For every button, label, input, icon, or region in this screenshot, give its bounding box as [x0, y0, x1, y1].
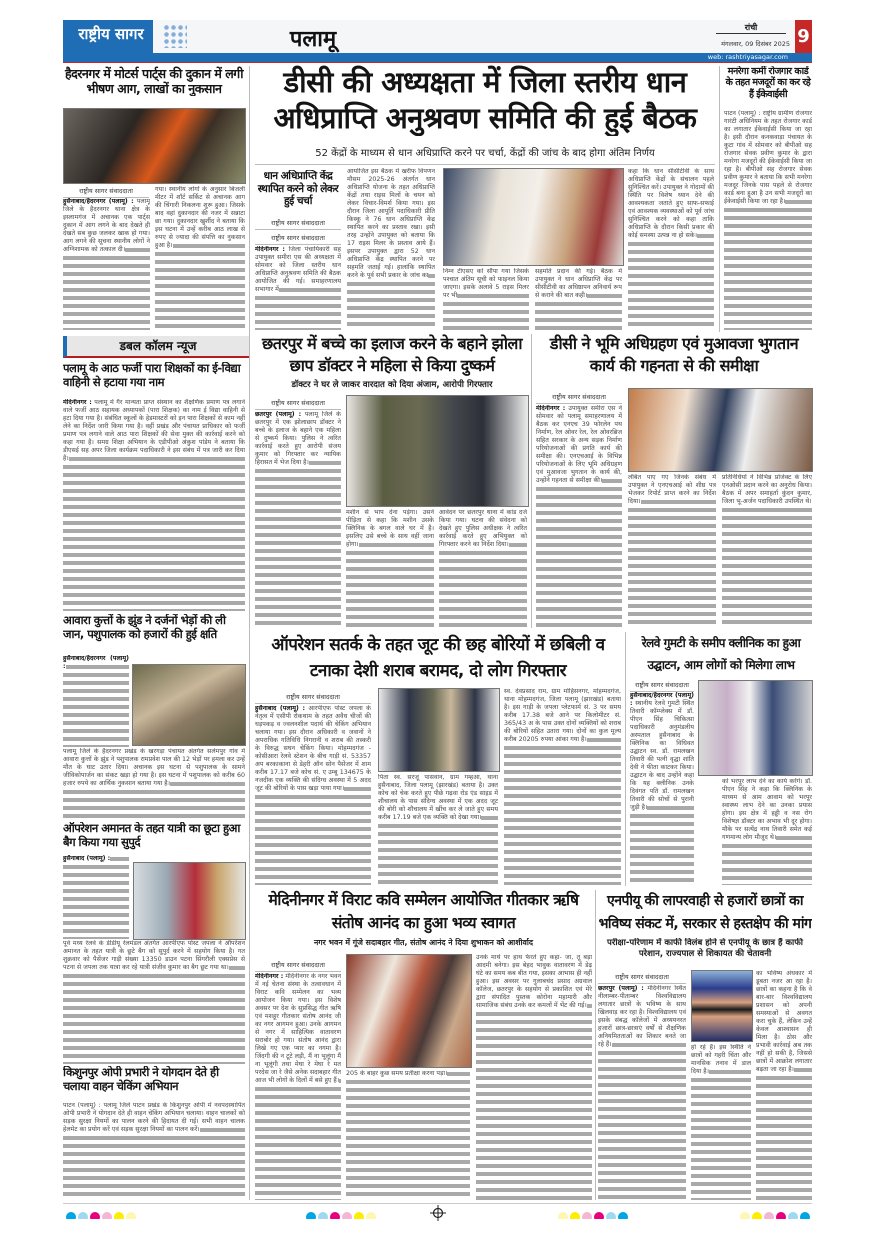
dogs-headline: आवारा कुत्तों के झुंड ने दर्जनों भेड़ों की ली जान, पशुपालक को हजारों की हुई क्षति	[63, 614, 226, 641]
amanat-headline: ऑपरेशन अमानत के तहत यात्री का छूटा हुआ बैग किया गया सुपुर्द	[63, 822, 240, 849]
land-headline: डीसी ने भूमि अधिग्रहण एवं मुआवजा भुगतान कार्य की गहनता से की समीक्षा	[549, 334, 799, 375]
masthead	[63, 20, 812, 63]
byline: राष्ट्रीय सागर संवाददाता	[63, 186, 149, 198]
bag-handover-photo	[133, 862, 246, 940]
web-strip	[63, 53, 812, 63]
npu-body-3: का भविष्य अंधकार में डूबता नजर आ रहा है। छात्रों का कहना है कि वे बार-बार विश्वविद्यालय प्रशासन को अपनी समस्याओं से अवगत करा चुके हैं, लेकिन उन्हें केवल आश्वासन ही मिला है। ठोस और प्रभावी कार्रवाई अब तक नहीं हो सकी है, जिससे छात्रों में आक्रोश लगातार बढ़ता जा रहा है।	[756, 970, 812, 1200]
clinic-inauguration-photo	[698, 680, 813, 776]
meeting-photo	[443, 168, 624, 266]
amanat-body: हुसैनाबाद (पलामू) :	[63, 855, 129, 939]
satark-body-1: हुसैनाबाद (पलामू) : आरपीएफ पोस्ट जपला के नेतृत्व में एसीपी रोकथाम के तहत अवैध चीजों की धड़पकड़ व ज्वलनशील पदार्थ की चेकिंग अभियान चलाया गया। इस दौरान अधिकारी व जवानों ने अपराधिक गतिविधि निगरानी व शराब की तस्करी के विरुद्ध सघन चेकिंग किया। मोहम्मदगंज - कोसीआरा रेलवे स्टेशन के बीच गाड़ी सं. 53357 अप बरकाकाना से डेहरी ऑन सोन पैसेंजर में शाम करीब 17.17 बजे कोच सं. ए उम्बू 134675 के नजदीक एक व्यक्ति की संदिग्ध अवस्था में 5 अदद जूट की बोरियों के पास खड़ा पाया गया।	[255, 705, 371, 885]
chhatarpur-body-1: छतरपुर (पलामू) : पलामू जिले के छतरपुर में एक झोलाछाप डॉक्टर ने बच्चे के इलाज के बहाने एक महिला से दुष्कर्म किया। पुलिस ने त्वरित कार्रवाई करते हुए आरोपी संजय कुमार को गिरफ्तार कर न्यायिक हिरासत में भेज दिया है।	[255, 411, 341, 628]
chhatarpur-headline: छतरपुर में बच्चे का इलाज करने के बहाने झोला छाप डॉक्टर ने महिला से किया दुष्कर्म	[261, 334, 522, 375]
divider	[255, 164, 715, 165]
crosshair-icon	[430, 1205, 446, 1221]
section-bar-label: डबल कॉलम न्यूज	[119, 339, 197, 353]
section-title: पलामू	[289, 27, 337, 52]
main-side-head: धान अधिप्राप्ति केंद्र स्थापित करने को लेकर हुई चर्चा	[257, 170, 339, 208]
chhatarpur-body-3: आवेदन पर छतरपुर थाना में कांड दर्ज किया गया। घटना की संवेदना को देखते हुए पुलिस अधीक्षक ने त्वरित कार्रवाई करते हुए अभियुक्त को गिरफ्तार करने का निर्देश दिया।	[439, 509, 527, 628]
main-body-3: निम्न टीएसए को सौंपा गया जिसके पश्चात अंतिम सूची को फाइनल किया जाएगा। इसके अलावे 5 राइस मिलर पर भी	[443, 268, 529, 330]
dogs-body: हुसैनाबाद/हैदरनगर (पलामू) :	[63, 655, 129, 747]
land-body-3: प्रतिनिधियों ने विभिन्न प्रोजेक्ट के लिए एनओसी प्रदान करने का अनुरोध किया। बैठक में अपर समाहर्ता कुंदन कुमार, जिला भू-अर्जन पदाधिकारी उपस्थित थे।	[722, 474, 812, 628]
sheep-photo	[132, 664, 246, 746]
byline: राष्ट्रीय सागर संवाददाता	[536, 392, 622, 404]
fire-body: हुसैनाबाद/हैदरनगर (पलामू) : पलामू जिले के हैदरनगर थाना क्षेत्र के इस्लामगंज में अचानक एक पार्ट्स दुकान में आग लगने के बाद देखते ही देखते सब कुछ जलकर खाक हो गया। आग लगने की सूचना स्थानीय लोगों ने अग्निशामक को तत्काल दी।	[63, 198, 150, 330]
land-body-2: लंबित पाए गए जिनके संबंध में उपायुक्त ने एनएचआई को शीघ्र पत्र भेजकर रिपोर्ट प्राप्त करने का निर्देश दिया।	[628, 474, 716, 628]
satark-headline: ऑपरेशन सतर्क के तहत जूट की छह बोरियों में छबिली व टनाका देशी शराब बरामद, दो लोग गिरफ्तार	[271, 635, 605, 681]
student-leader-photo	[691, 970, 753, 1042]
chhatarpur-body-2: मशीन से भाप देना पड़ेगा। उसने पीड़िता से कहा कि मशीन उसके क्लिनिक के बगल वाले घर में है। इसलिए उसे बच्चे के साथ वहीं जाना होगा।	[346, 509, 434, 628]
column-rule	[249, 66, 250, 1200]
kavi-body-2: उनके माथे पर हाथ फेरते हुए कहा- जा, तू बड़ा आदमी बनेगा। इस बेहद भावुक वातावरण में डेढ़ घंटे का समय कब बीत गया, इसका आभास ही नहीं हुआ। इस अवसर पर गुलाबचंद प्रसाद अग्रवाल कॉलेज, छतरपुर के सहयोग से प्रकाशित एवं मेरे द्वारा संपादित पुस्तक कोरोना महामारी और सामाजिक संबंध उनके कर कमलों में भेंट की गई।	[476, 954, 592, 1200]
website-url: web: rashtriyasagar.com	[707, 53, 788, 61]
page-number: 9	[795, 20, 812, 53]
poet-photo	[346, 954, 472, 1068]
kavi-subhead: नगर भवन में गूंजे सदाबहार गीत, संतोष आनंद ने दिया शुभाकन को आशीर्वाद	[313, 938, 534, 947]
land-body-1: मेदिनीनगर : उपायुक्त समीरा एस ने सोमवार को पलामू समाहरणालय में बैठक कर एनएच 39 फोरलेन पथ निर्माण, रेल ओवर रेल, रेल ओवरब्रिज सहित सरकार के अन्य सड़क निर्माण परियोजनाओं की प्रगति कार्य की समीक्षा की। एनएचआई के विभिन्न परियोजनाओं के लिए भूमि अधिग्रहण एवं मुआवजा भुगतान के कार्य की, उन्होंने गहनता से समीक्षा की।	[536, 405, 622, 628]
byline: राष्ट्रीय सागर संवाददाता	[255, 692, 371, 704]
fire-headline: हैदरनगर में मोटर्स पार्ट्स की दुकान में लगी भीषण आग, लाखों का नुकसान	[65, 66, 243, 96]
main-body-2: आयोजित इस बैठक में खरीफ विपणन मौसम 2025-26 अंतर्गत धान अधिप्राप्ति योजना के तहत अधिप्राप्ति केंद्रों तथा राइस मिलों के चयन को लेकर विचार-विमर्श किया गया। इस दौरान जिला आपूर्ति पदाधिकारी प्रीति किस्कू ने 76 धान अधिप्राप्ति केंद्र स्थापित करने का प्रस्ताव रखा। इसी तरह उन्होंने उपायुक्त को बताया कि 17 राइस मिलर के प्रस्ताव आये हैं। इसपर उपायुक्त द्वारा 52 धान अधिप्राप्ति केंद्र स्थापित करने पर सहमति जताई गई। हालांकि स्थापित करने के पूर्व सभी प्रकार के जांच का	[347, 168, 435, 330]
double-column-bar	[63, 336, 249, 358]
main-headline: डीसी की अध्यक्षता में जिला स्तरीय धान अधिप्राप्ति अनुश्रवण समिति की हुई बैठक	[273, 65, 697, 135]
dogs-body-2: पलामू जिले के हैदरनगर प्रखंड के खरगड़ा पंचायत अंतर्गत सलेमपुर गांव में आवारा कुत्तों के झुंड ने पशुपालक रामप्रवेश पाल की 12 भेड़ों पर हमला कर उन्हें मौत के घाट उतार दिया। अचानक इस घटना से पशुपालक के सामने जीविकोपार्जन का संकट खड़ा हो गया है। इस घटना में पशुपालक को करीब 60 हजार रुपये का आर्थिक नुकसान बताया गया है।	[63, 748, 245, 818]
byline: राष्ट्रीय सागर संवाददाता	[598, 972, 686, 984]
mnrega-headline: मनरेगा कर्मी रोजगार कार्ड के तहत मजदूरों का कर रहे हैं ईकेवाईसी	[725, 66, 811, 100]
byline: राष्ट्रीय सागर संवाददाता	[255, 398, 341, 410]
para-body: मेदिनीनगर : पलामू में गैर मान्यता प्राप्त संस्थान का शैक्षणिक प्रमाण पत्र लगाने वाले फर्जी आठ सहायक अध्यापकों (पारा शिक्षक) का नाम ई विद्या वाहिनी से हटा दिया गया है। संबंधित स्कूलों के हेडमास्टरों को इन पारा शिक्षकों से काम नहीं लेने का निर्देश जारी किया गया है। वहीं प्रखंड और पंचायत प्राधिकार को फर्जी प्रमाण पत्र लगाने वाले आठ पारा शिक्षकों की सेवा मुक्त की कार्रवाई करने को कहा गया है। समग्र शिक्षा अभियान के एडीपीओ अंकुश पांडेय ने बताया कि डीएसई सह अपर जिला कार्यक्रम पदाधिकारी ने इस संबंध में पत्र जारी कर दिया है।	[63, 399, 245, 611]
fire-body-2: गया। स्थानीय लोगों के अनुसार बिजली मीटर में शॉर्ट सर्किट से अचानक आग की चिंगारी निकलना शुरू हुआ। जिसके बाद वहां दुकानदार की नजर में सन्नाटा छा गया। दुकानदार खुर्शीद ने बताया कि इस घटना में उन्हें करीब आठ लाख से रुपए से ज्यादा की संपत्ति का नुकसान हुआ है।	[155, 186, 245, 330]
byline: राष्ट्रीय सागर संवाददाता	[255, 960, 341, 972]
byline: राष्ट्रीय सागर संवाददाता	[630, 680, 694, 692]
clinic-body-1: हुसैनाबाद/हैदरनगर (पलामू) : स्थानीय रेलवे गुमटी स्थित तिवारी कॉम्प्लेक्स में डॉ. पीएन सिंह चिकित्सा पदाधिकारी अनुमंडलीय अस्पताल हुसैनाबाद के क्लिनिक का विधिवत उद्घाटन स्व. डॉ. रामलखन तिवारी की पत्नी वृद्धा शांति देवी ने फीता काटकर किया। उद्घाटन के बाद उन्होंने कहा कि यह क्लीनिक उनके दिवंगत पति डॉ. रामलखन तिवारी की सोचों से पुरानी जुड़ी है।	[630, 692, 694, 885]
byline: राष्ट्रीय सागर संवाददाता	[255, 218, 341, 230]
para-headline: पलामू के आठ फर्जी पारा शिक्षकों का ई-विद्या वाहिनी से हटाया गया नाम	[63, 362, 241, 389]
clinic-headline: रेलवे गुमटी के समीप क्लीनिक का हुआ उद्घाटन, आम लोगों को मिलेगा लाभ	[641, 636, 801, 672]
kishunpur-body: पाटन (पलामू) : पलामू जिले पाटन प्रखंड के किशुनपुर ओपी में नवपदस्थापित ओपी प्रभारी ने योगदान देते ही वाहन चेकिंग अभियान चलाया। वाहन चालकों को सड़क सुरक्षा नियमों का पालन करने की हिदायत दी गई। सभी वाहन चालक हेलमेट का प्रयोग करें एवं सड़क सुरक्षा नियमों का पालन करें।	[63, 1102, 245, 1200]
amanat-body-2: पूर्व मध्य रेलवे के डीडीयू रेलमंडल अंतर्गत आरपीएफ पोस्ट जपला ने ऑपरेशन अमानत के तहत यात्री के छूटे बैग को सुपुर्द करने में सहयोग किया है। गत शुक्रवार को पैसेंजर गाड़ी संख्या 13350 डाउन पटना सिंगरौली एक्सप्रेस से पटना से जपला तक यात्रा कर रहे यात्री संजीव कुमार का बैग छूट गया था।	[63, 940, 245, 1064]
column-rule	[531, 334, 532, 628]
liquor-seizure-photo	[378, 688, 500, 772]
main-body-1: मेदिनीनगर : जिला पंचायिकारी सह उपायुक्त समीरा एस की अध्यक्षता में सोमवार को जिला स्तरीय धान अधिप्राप्ति अनुश्रवण समिति की बैठक आयोजित की गई। समाहरणालय सभागार में	[255, 246, 341, 330]
issue-date: मंगलवार, 09 दिसंबर 2025	[721, 40, 790, 48]
edition-city: रांची	[716, 22, 786, 34]
byline: राष्ट्रीय सागर संवाददाता	[255, 233, 341, 245]
registration-dots-left	[66, 1207, 146, 1219]
main-body-5: कहा कि धान सीसीटीवी के साथ अधिप्राप्ति केंद्रों के संचालन पहले सुनिश्चित करें। उपायुक्त ने गोदामों की स्थिति पर विशेष ध्यान देने की आवश्यकता जताते हुए साफ-सफाई एवं आवश्यक व्यवस्थाओं को पूर्व जांच सुनिश्चित करने को कहा ताकि अधिप्राप्ति के दौरान किसी प्रकार की कोई समस्या उत्पन्न ना हो सके।	[628, 168, 714, 330]
brand-logo: राष्ट्रीय सागर	[78, 25, 144, 43]
npu-subhead: परीक्षा-परिणाम में काफी विलंब होने से एनपीयू के छात्र हैं काफी परेशान, राज्यपाल से शिकायत की चेतावनी	[607, 938, 803, 959]
column-rule	[625, 632, 626, 886]
kavi-body-1: मेदिनीनगर : मेदिनीनगर के नगर भवन में नई चेतना संस्था के तत्वावधान में विराट कवि सम्मेलन का भव्य आयोजन किया गया। इस विशेष अवसर पर देश के सुप्रसिद्ध गीत ऋषि एवं मशहूर गीतकार संतोष आनंद जी का नगर आगमन हुआ। उनके आगमन से नगर में साहित्यिक वातावरण सराबोर हो गया। संतोष आनंद द्वारा लिखे गए एक प्यार का नगमा है। जिंदगी की न टूटे लड़ी, मैं ना भूलूंगा मैं ना भूलूंगी तथा मेघा रे मेघा रे मत परदेस जा रे जैसे अनेक सदाबहार गीत आज भी लोगों के दिलों में बसे हुए हैं।	[255, 973, 341, 1200]
satark-body-3: स्व. देवप्रसाद राम, ग्राम मोहिसनगर, मोहम्मदगंज, थाना मोहम्मदगंज, जिला पलामू (झारखंड) बताया है। इस गाड़ी के जपला प्लेटफार्म सं. 3 पर समय करीब 17.38 बजे आने पर किलोमीटर सं. 365/43 अ के पास उक्त दोनों व्यक्तियों को शराब की बोरियों सहित उतारा गया। दोनों का कुल मूल्य करीब 20205 रुपया आंका गया है।	[504, 688, 621, 885]
footer-rule	[63, 1203, 812, 1204]
kavi-caption: 205 के बाहर कुछ समय प्रतीक्षा करना पड़ा।	[346, 1070, 470, 1200]
npu-body-1: छतरपुर (पलामू) : मेदिनीनगर स्थित नीलाम्बर-पीताम्बर विश्वविद्यालय लगातार छात्रों के भविष्य के साथ खिलवाड़ कर रहा है। विश्वविद्यालय एवं इसके संबद्ध कॉलेजों में अध्ययनरत हजारों छात्र-छात्राएं वर्षों से शैक्षणिक अनियमितताओं का शिकार बनते जा रहे हैं।	[598, 985, 686, 1200]
registration-dots-center-left	[306, 1207, 386, 1219]
column-rule	[595, 890, 596, 1200]
satark-body-2: पिता स्व. सरजू पासवान, ग्राम गम्हआ, थाना हुसैनाबाद, जिला पलामू (झारखंड) बताया है। उक्त कोच को चेक करते हुए पीछे गढ़वा रोड एंड साइड में शौचालय के पास संदिग्ध अवस्था में एक अदद जूट की बोरी को शौचालय में खींच कर ले जाते हुए समय करीब 17.19 बजे एक व्यक्ति को देखा गया।	[378, 774, 498, 885]
arrest-photo	[346, 395, 529, 507]
clinic-body-2: को भरपूर लाभ देने का कार्य करेंगे। डॉ. पीएन सिंह ने कहा कि क्लिनिक के माध्यम से आम आवाम को भरपूर स्वास्थ्य लाभ देने का उनका प्रयास होगा। इस क्षेत्र में हड्डी व नस रोग विशेषज्ञ डॉक्टर का अभाव भी दूर होगा। मौके पर सत्येंद्र नाथ तिवारी समेत कई गणमान्य लोग मौजूद थे।	[722, 778, 812, 885]
registration-dots-right	[740, 1207, 820, 1219]
decorative-dots-icon	[163, 24, 187, 48]
chhatarpur-subhead: डॉक्टर ने घर ले जाकर वारदात को दिया अंजाम, आरोपी गिरफ्तार	[291, 380, 493, 390]
main-subhead: 52 केंद्रों के माध्यम से धान अधिप्राप्ति करने पर चर्चा, केंद्रों की जांच के बाद होगा अंतिम निर्णय	[315, 148, 655, 159]
registration-dots-center-right	[558, 1207, 638, 1219]
mnrega-body: पाटन (पलामू) : राष्ट्रीय ग्रामीण रोजगार गारंटी अधिनियम के तहत रोजगार कार्ड का लगातार ईकेवाईसी किया जा रहा है। इसी दौरान कनकवाड़ा पंचायत के कुटा गांव में सोमवार को बीपीओ सह रोजगार सेवक प्रवीण कुमार के द्वारा मनरेगा मजदूरों की ईकेवाईसी किया जा रहा है। बीपीओ सह रोजगार सेवक प्रवीण कुमार ने बताया कि सभी मनरेगा मजदूर जिनके पास पहले से रोजगार कार्ड बना हुआ है उन सभी मजदूरों का ईकेवाईसी किया जा रहा है।	[724, 110, 812, 330]
column-rule	[719, 66, 720, 332]
kavi-headline: मेदिनीनगर में विराट कवि सम्मेलन आयोजित गीतकार ऋषि संतोष आनंद का हुआ भव्य स्वागत	[268, 891, 579, 932]
review-meeting-photo	[628, 388, 813, 472]
fire-photo	[63, 108, 246, 184]
kishunpur-headline: किशुनपुर ओपी प्रभारी ने योगदान देते ही चलाया वाहन चेकिंग अभियान	[63, 1066, 219, 1093]
npu-headline: एनपीयू की लापरवाही से हजारों छात्रों का भविष्य संकट में, सरकार से हस्तक्षेप की मांग	[598, 893, 812, 932]
npu-body-2: हो रहे हैं। इस स्थिति ने छात्रों को गहरी चिंता और मानसिक तनाव में डाल दिया है।	[691, 1044, 751, 1200]
main-body-4: सहमति प्रदान की गई। बैठक में उपायुक्त ने धान अधिप्राप्ति केंद्र पर सीसीटीवी का अधिष्ठापन अनिवार्य रूप से कराने की बात कही।	[535, 268, 622, 330]
